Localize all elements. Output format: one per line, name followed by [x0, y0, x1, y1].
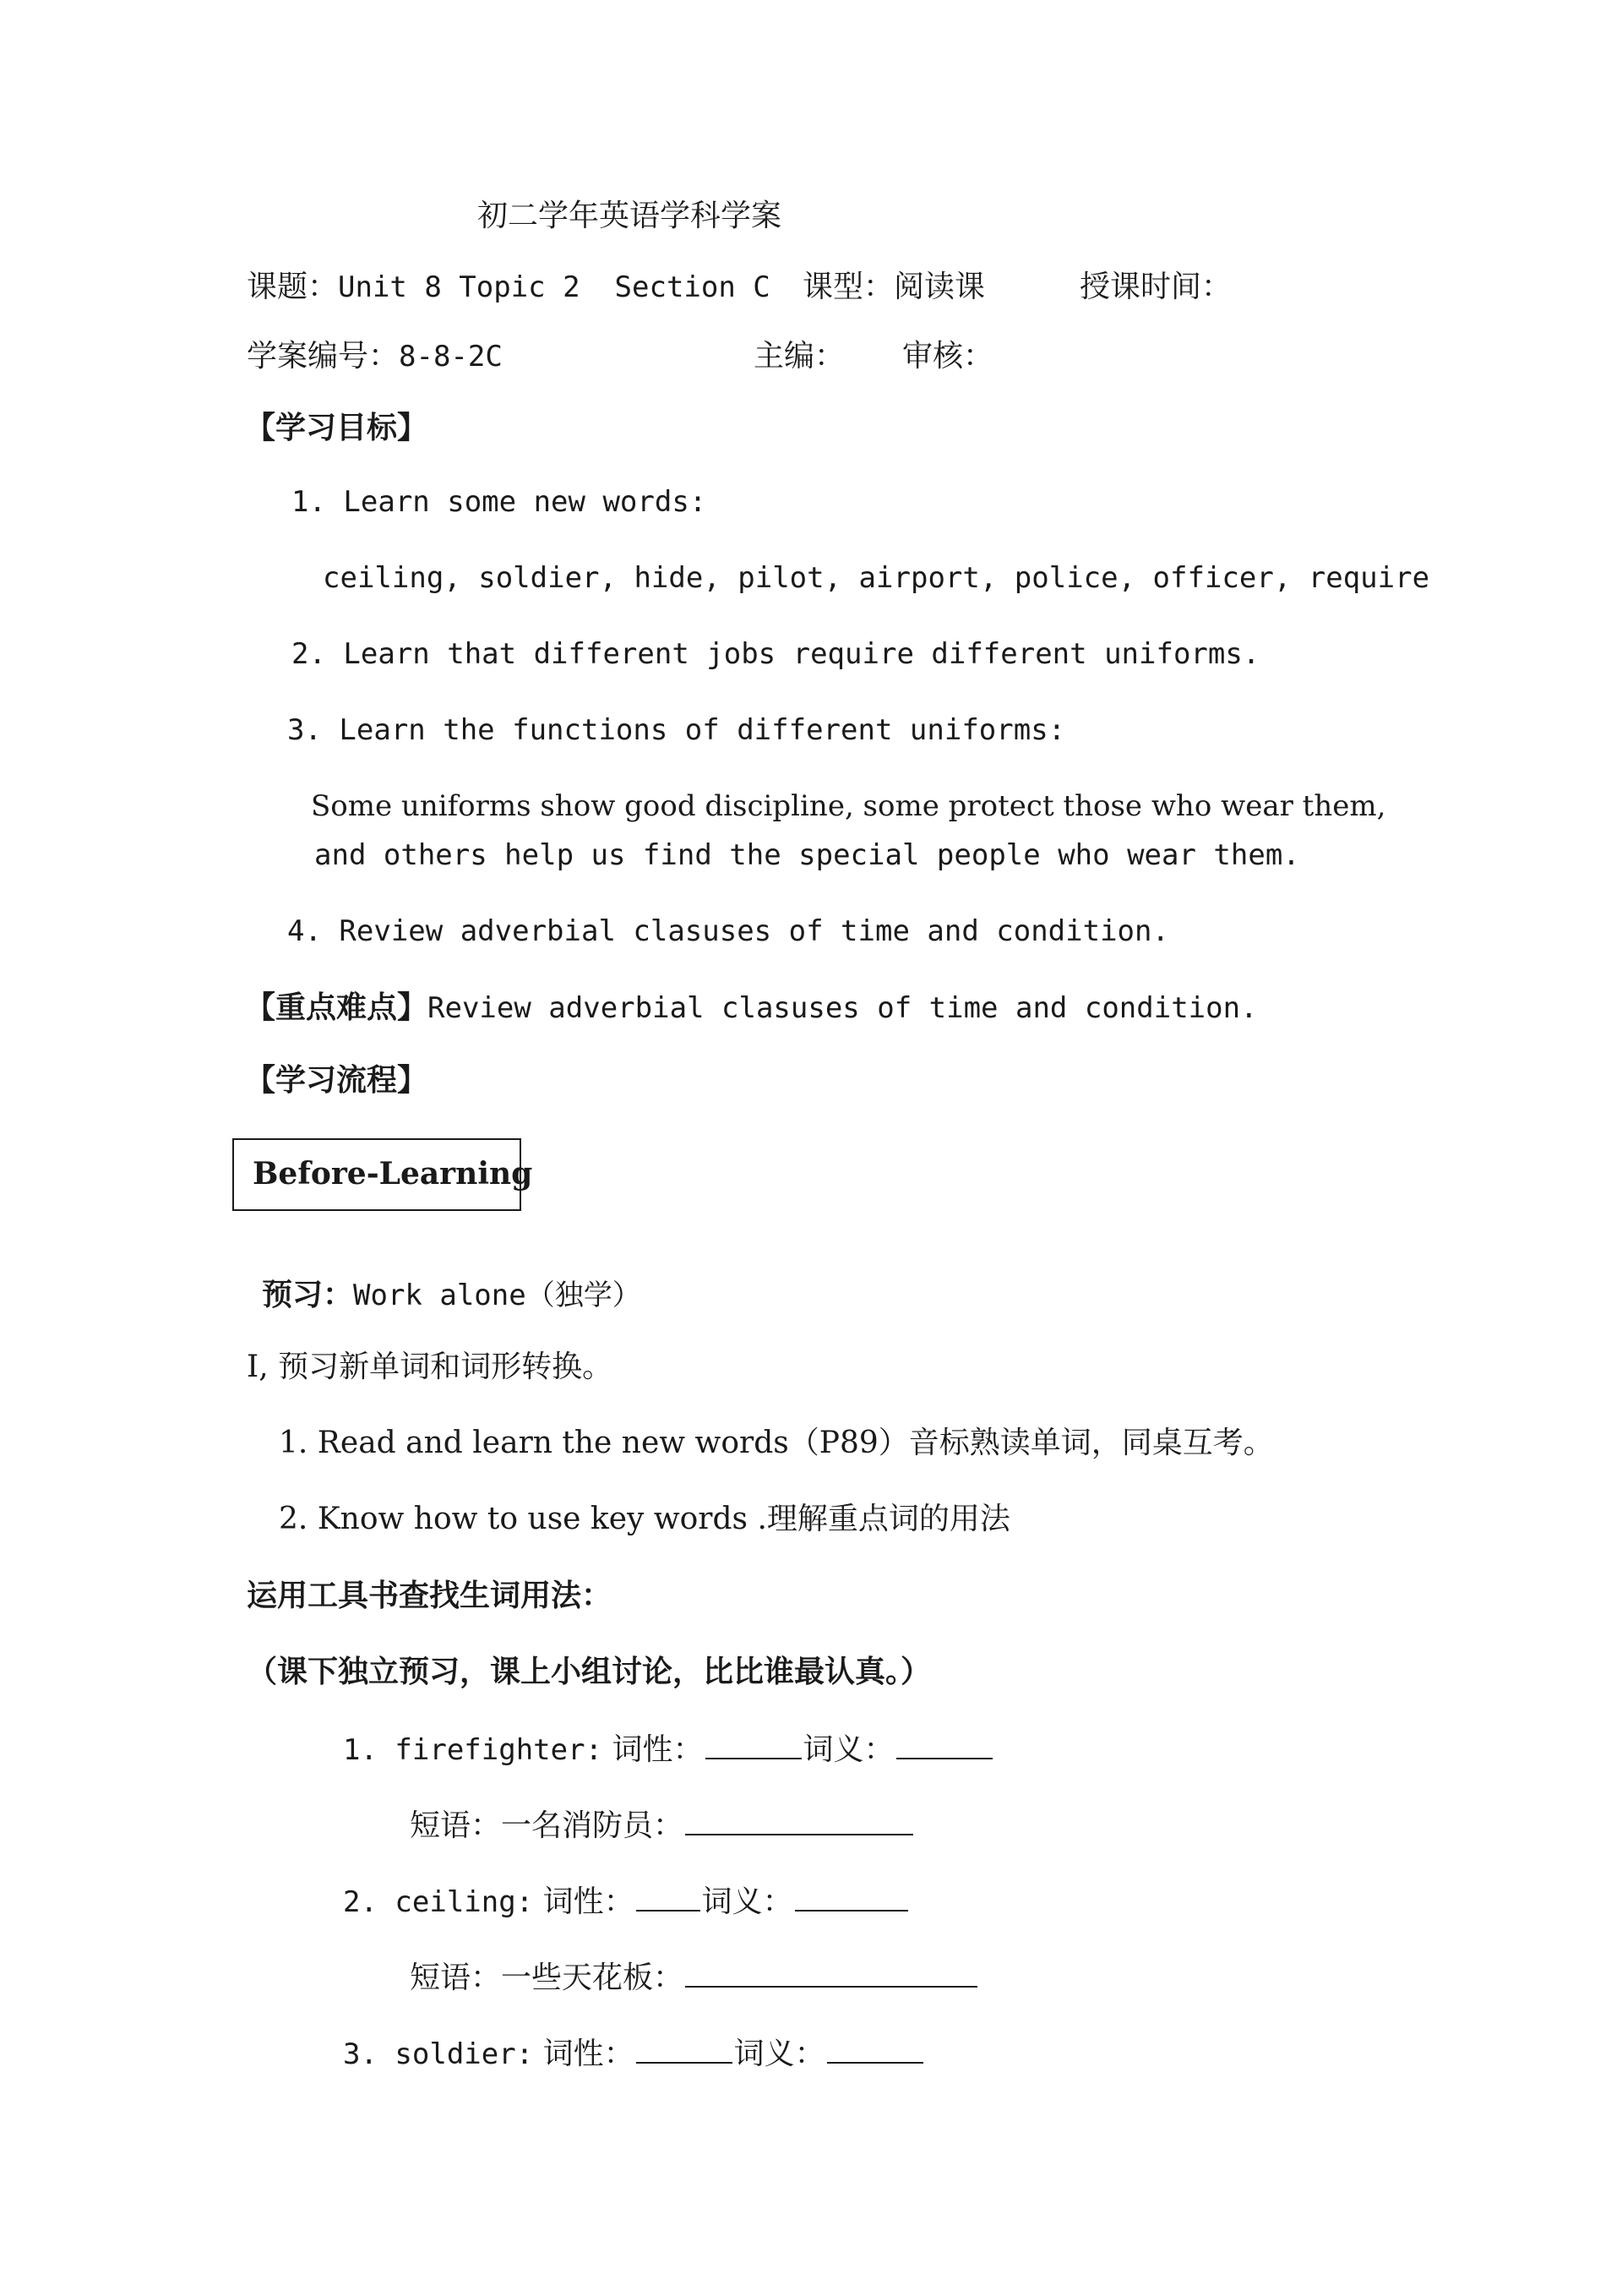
- vocab-item-2: [343, 1881, 910, 1921]
- phrase-blank[interactable]: [685, 1805, 913, 1835]
- preview-label: 预习：: [262, 1277, 354, 1312]
- objective-2: 2. Learn that different jobs require different uniforms.: [291, 637, 1260, 671]
- lesson-time-label: 授课时间：: [1080, 270, 1233, 304]
- pos-label: 词性：: [612, 1732, 704, 1767]
- phrase-blank[interactable]: [685, 1957, 977, 1988]
- lesson-type: [803, 269, 985, 306]
- key-points-label: 【重点难点】: [245, 990, 428, 1025]
- preview-row: [262, 1276, 641, 1314]
- lesson-type-label: 课型：: [803, 270, 895, 304]
- objective-3-detail-1: Some uniforms show good discipline, some protect those who wear them,: [311, 789, 1386, 823]
- lesson-type-value: 阅读课: [894, 270, 986, 304]
- topic-row: [247, 269, 770, 306]
- meaning-blank[interactable]: [827, 2033, 923, 2064]
- tools-note: （课下独立预习，课上小组讨论，比比谁最认真。）: [247, 1654, 932, 1689]
- objective-3: 3. Learn the functions of different uniforms:: [287, 713, 1066, 747]
- pos-blank[interactable]: [705, 1729, 802, 1759]
- tools-heading: 运用工具书查找生词用法：: [247, 1578, 612, 1613]
- vocab-word: 2. ceiling:: [343, 1885, 534, 1919]
- pos-label: 词性：: [542, 1884, 634, 1919]
- preview-text: Work alone（独学）: [353, 1279, 641, 1312]
- vocab-word: 3. soldier:: [343, 2037, 534, 2071]
- plan-code: [247, 338, 503, 375]
- phrase-label: 短语：一些天花板：: [410, 1961, 684, 1995]
- meaning-blank[interactable]: [795, 1881, 908, 1912]
- meaning-blank[interactable]: [896, 1729, 993, 1759]
- pos-blank[interactable]: [636, 2033, 732, 2064]
- objective-1: 1. Learn some new words:: [291, 485, 707, 519]
- phrase-label: 短语：一名消防员：: [410, 1808, 684, 1843]
- pos-blank[interactable]: [636, 1881, 700, 1912]
- vocab-phrase-1: [410, 1805, 915, 1845]
- objectives-heading: 【学习目标】: [245, 410, 428, 445]
- objective-3-detail-2: and others help us find the special people who wear them.: [314, 838, 1300, 872]
- meaning-label: 词义：: [733, 2037, 825, 2071]
- topic-value: Unit 8 Topic 2 Section C: [338, 270, 770, 304]
- objective-1-words: ceiling, soldier, hide, pilot, airport, police, officer, require: [323, 561, 1430, 595]
- plan-code-value: 8-8-2C: [399, 340, 503, 374]
- before-learning-box: [232, 1138, 533, 1211]
- meaning-label: 词义：: [701, 1884, 793, 1919]
- vocab-word: 1. firefighter:: [343, 1733, 603, 1767]
- document-title: 初二学年英语学科学案: [477, 199, 782, 233]
- objective-4: 4. Review adverbial clasuses of time and condition.: [287, 914, 1169, 948]
- meaning-label: 词义：: [803, 1732, 895, 1767]
- vocab-item-3: [343, 2033, 925, 2073]
- key-points: [245, 989, 1258, 1027]
- topic-label: 课题：: [247, 270, 339, 304]
- reviewer-label: 审核：: [902, 339, 994, 374]
- editor-label: 主编：: [754, 339, 846, 374]
- before-learning-label: Before-Learning: [253, 1156, 533, 1192]
- key-points-text: Review adverbial clasuses of time and condition.: [427, 991, 1258, 1025]
- plan-code-label: 学案编号：: [247, 339, 400, 374]
- section-1-heading: I, 预习新单词和词形转换。: [247, 1350, 613, 1384]
- vocab-item-1: [343, 1729, 994, 1769]
- process-heading: 【学习流程】: [245, 1062, 428, 1098]
- step-2: 2. Know how to use key words .理解重点词的用法: [279, 1502, 1010, 1536]
- step-1: 1. Read and learn the new words（P89）音标熟读单词，同桌互考。: [279, 1426, 1274, 1460]
- pos-label: 词性：: [542, 2037, 634, 2071]
- vocab-phrase-2: [410, 1957, 979, 1997]
